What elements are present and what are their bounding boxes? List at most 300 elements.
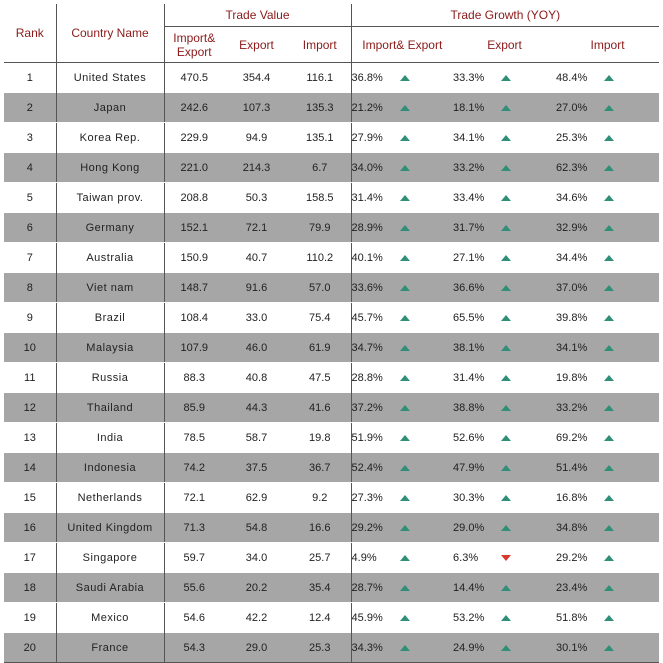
growth-import-cell: [556, 363, 659, 393]
growth-import-cell-value: 27.0%: [556, 101, 588, 114]
growth-export-cell-value: 18.1%: [453, 101, 485, 114]
growth-export-cell: [453, 453, 556, 483]
growth-export-cell-value: 65.5%: [453, 311, 485, 324]
country-name-cell: United States: [56, 63, 164, 93]
up-triangle-icon: [501, 525, 511, 531]
value-export-cell: 20.2: [224, 573, 289, 603]
growth-export-cell: [453, 603, 556, 633]
growth-import-export-cell: [351, 363, 453, 393]
growth-export-cell-value: 30.3%: [453, 491, 485, 504]
growth-export-cell: [453, 543, 556, 573]
value-import-export-cell: 71.3: [164, 513, 224, 543]
growth-import-export-cell: [351, 243, 453, 273]
value-import-header: Import: [289, 27, 351, 63]
rank-cell: 11: [24, 371, 36, 384]
growth-import-export-cell: [351, 633, 453, 663]
table-row: [4, 243, 659, 273]
up-triangle-icon: [400, 495, 410, 501]
up-triangle-icon: [400, 195, 410, 201]
growth-import-export-cell-value: 27.9%: [351, 131, 383, 144]
up-triangle-icon: [604, 465, 614, 471]
growth-import-export-cell-value: 33.6%: [351, 281, 383, 294]
table-row: [4, 273, 659, 303]
growth-import-cell-value: 62.3%: [556, 161, 588, 174]
table-row: [4, 543, 659, 573]
growth-import-export-cell-value: 34.7%: [351, 341, 383, 354]
growth-import-cell: [556, 63, 659, 93]
growth-import-cell: [556, 243, 659, 273]
rank-cell: 20: [4, 633, 56, 663]
growth-import-export-cell-value: 45.7%: [351, 311, 383, 324]
table-row: [4, 153, 659, 183]
up-triangle-icon: [400, 345, 410, 351]
up-triangle-icon: [604, 165, 614, 171]
growth-import-export-cell: [351, 483, 453, 513]
growth-export-cell-value: 52.6%: [453, 431, 485, 444]
growth-import-cell: [556, 183, 659, 213]
rank-cell: 1: [26, 71, 33, 84]
up-triangle-icon: [501, 135, 511, 141]
up-triangle-icon: [604, 555, 614, 561]
country-header: Country Name: [56, 4, 164, 63]
growth-import-export-cell: [351, 153, 453, 183]
table-row: [4, 123, 659, 153]
up-triangle-icon: [501, 585, 511, 591]
growth-import-cell-value: 37.0%: [556, 281, 588, 294]
growth-import-export-cell-value: 28.9%: [351, 221, 383, 234]
value-export-cell: 42.2: [245, 611, 268, 624]
country-name-cell: Japan: [56, 93, 164, 123]
growth-export-cell: [453, 363, 556, 393]
value-import-cell: 57.0: [289, 273, 351, 303]
growth-export-cell-value: 38.8%: [453, 401, 485, 414]
value-export-header: Export: [224, 27, 289, 63]
up-triangle-icon: [604, 525, 614, 531]
growth-import-cell: [556, 123, 659, 153]
growth-import-cell: [556, 333, 659, 363]
up-triangle-icon: [501, 75, 511, 81]
value-import-export-cell: 242.6: [164, 93, 224, 123]
growth-import-export-cell: [351, 543, 453, 573]
table-row: [4, 63, 659, 93]
up-triangle-icon: [400, 105, 410, 111]
value-import-export-cell: 72.1: [164, 483, 224, 513]
country-name-cell: Hong Kong: [56, 153, 164, 183]
growth-import-cell: [556, 543, 659, 573]
rank-cell: 2: [4, 93, 56, 123]
up-triangle-icon: [501, 405, 511, 411]
up-triangle-icon: [501, 375, 511, 381]
rank-cell: 8: [4, 273, 56, 303]
value-export-cell: 29.0: [224, 633, 289, 663]
value-export-cell: 54.8: [224, 513, 289, 543]
growth-export-cell-value: 53.2%: [453, 611, 485, 624]
growth-import-cell: [556, 393, 659, 423]
up-triangle-icon: [400, 435, 410, 441]
value-import-export-cell: 85.9: [164, 393, 224, 423]
growth-export-cell: [453, 243, 556, 273]
growth-import-cell: [556, 573, 659, 603]
rank-cell: 16: [4, 513, 56, 543]
growth-import-cell-value: 29.2%: [556, 551, 588, 564]
growth-import-export-cell-value: 28.8%: [351, 371, 383, 384]
growth-import-export-cell-value: 51.9%: [351, 431, 383, 444]
growth-export-cell-value: 31.7%: [453, 221, 485, 234]
value-import-export-cell: 221.0: [164, 153, 224, 183]
growth-import-cell-value: 33.2%: [556, 401, 588, 414]
rank-cell: 3: [26, 131, 33, 144]
growth-export-cell-value: 33.4%: [453, 191, 485, 204]
country-name-cell: India: [56, 423, 164, 453]
trade-table: [4, 4, 659, 663]
up-triangle-icon: [604, 645, 614, 651]
value-export-cell: 72.1: [224, 213, 289, 243]
up-triangle-icon: [501, 225, 511, 231]
rank-header: Rank: [4, 4, 56, 63]
growth-export-cell: [453, 303, 556, 333]
table-row: [4, 633, 659, 663]
up-triangle-icon: [501, 285, 511, 291]
value-import-cell: 135.3: [289, 93, 351, 123]
table-row: [4, 573, 659, 603]
growth-export-cell: [453, 153, 556, 183]
up-triangle-icon: [501, 465, 511, 471]
growth-import-cell: [556, 513, 659, 543]
table-row: [4, 93, 659, 123]
up-triangle-icon: [501, 615, 511, 621]
growth-import-export-cell-value: 37.2%: [351, 401, 383, 414]
growth-export-cell-value: 24.9%: [453, 641, 485, 654]
growth-import-cell: [556, 603, 659, 633]
value-import-cell: 116.1: [306, 71, 334, 84]
growth-import-cell-value: 19.8%: [556, 371, 588, 384]
value-import-cell: 61.9: [289, 333, 351, 363]
growth-import-cell-value: 34.1%: [556, 341, 588, 354]
value-export-cell: 50.3: [245, 191, 268, 204]
growth-import-cell-value: 39.8%: [556, 311, 588, 324]
growth-export-cell: [453, 63, 556, 93]
rank-cell: 5: [26, 191, 33, 204]
growth-import-export-cell: [351, 93, 453, 123]
value-import-export-cell: 54.3: [164, 633, 224, 663]
up-triangle-icon: [604, 585, 614, 591]
table-body: [4, 63, 659, 663]
value-import-cell: 16.6: [289, 513, 351, 543]
growth-import-export-cell: [351, 63, 453, 93]
growth-import-cell-value: 25.3%: [556, 131, 588, 144]
up-triangle-icon: [400, 375, 410, 381]
growth-import-export-cell: [351, 213, 453, 243]
growth-import-export-cell: [351, 423, 453, 453]
table-row: [4, 393, 659, 423]
value-import-export-cell: 59.7: [164, 543, 224, 573]
country-name-cell: Korea Rep.: [56, 123, 164, 153]
value-export-cell: 34.0: [245, 551, 268, 564]
value-export-cell: 214.3: [224, 153, 289, 183]
value-import-export-cell: 229.9: [164, 123, 224, 153]
growth-import-cell-value: 51.8%: [556, 611, 588, 624]
growth-export-cell: [453, 183, 556, 213]
value-import-export-cell: 55.6: [164, 573, 224, 603]
growth-import-export-cell: [351, 453, 453, 483]
value-import-export-cell: 54.6: [164, 603, 224, 633]
value-import-export-cell: 78.5: [164, 423, 224, 453]
up-triangle-icon: [501, 195, 511, 201]
growth-import-cell: [556, 93, 659, 123]
growth-export-cell: [453, 513, 556, 543]
table-row: [4, 183, 659, 213]
table-row: [4, 483, 659, 513]
country-name-cell: Germany: [56, 213, 164, 243]
growth-import-cell: [556, 153, 659, 183]
value-export-cell: 107.3: [224, 93, 289, 123]
up-triangle-icon: [400, 255, 410, 261]
up-triangle-icon: [604, 375, 614, 381]
growth-import-export-cell: [351, 513, 453, 543]
value-import-cell: 79.9: [289, 213, 351, 243]
growth-import-cell: [556, 633, 659, 663]
value-import-cell: 158.5: [306, 191, 334, 204]
value-export-cell: 40.7: [245, 251, 268, 264]
trade-growth-header: Trade Growth (YOY): [351, 4, 659, 27]
growth-import-export-cell-value: 34.0%: [351, 161, 383, 174]
growth-export-cell-value: 47.9%: [453, 461, 485, 474]
growth-import-cell-value: 30.1%: [556, 641, 588, 654]
up-triangle-icon: [604, 135, 614, 141]
value-import-export-cell: 150.9: [164, 243, 224, 273]
up-triangle-icon: [400, 315, 410, 321]
value-import-cell: 6.7: [289, 153, 351, 183]
growth-import-cell-value: 23.4%: [556, 581, 588, 594]
value-import-cell: 47.5: [309, 371, 331, 384]
up-triangle-icon: [501, 645, 511, 651]
value-import-cell: 110.2: [306, 251, 334, 264]
growth-export-header: Export: [453, 27, 556, 63]
rank-cell: 4: [4, 153, 56, 183]
value-export-cell: 33.0: [245, 311, 268, 324]
growth-export-cell-value: 33.3%: [453, 71, 485, 84]
table-row: [4, 603, 659, 633]
up-triangle-icon: [400, 525, 410, 531]
up-triangle-icon: [604, 495, 614, 501]
growth-export-cell-value: 29.0%: [453, 521, 485, 534]
growth-import-cell: [556, 213, 659, 243]
up-triangle-icon: [604, 195, 614, 201]
up-triangle-icon: [400, 165, 410, 171]
value-export-cell: 58.7: [245, 431, 268, 444]
growth-import-export-cell-value: 36.8%: [351, 71, 383, 84]
value-import-cell: 75.4: [309, 311, 331, 324]
growth-import-export-cell: [351, 273, 453, 303]
rank-cell: 18: [4, 573, 56, 603]
up-triangle-icon: [604, 435, 614, 441]
growth-import-cell-value: 16.8%: [556, 491, 588, 504]
country-name-cell: Netherlands: [56, 483, 164, 513]
value-import-cell: 135.1: [306, 131, 334, 144]
growth-export-cell-value: 27.1%: [453, 251, 485, 264]
growth-import-cell: [556, 273, 659, 303]
up-triangle-icon: [400, 225, 410, 231]
growth-import-export-cell-value: 31.4%: [351, 191, 383, 204]
value-export-cell: 40.8: [245, 371, 268, 384]
country-name-cell: France: [56, 633, 164, 663]
up-triangle-icon: [501, 255, 511, 261]
growth-export-cell-value: 34.1%: [453, 131, 485, 144]
growth-import-export-cell-value: 52.4%: [351, 461, 383, 474]
value-export-cell: 62.9: [245, 491, 268, 504]
growth-import-cell: [556, 483, 659, 513]
growth-import-cell: [556, 453, 659, 483]
table-row: [4, 303, 659, 333]
country-name-cell: Saudi Arabia: [56, 573, 164, 603]
up-triangle-icon: [400, 465, 410, 471]
growth-import-export-cell: [351, 123, 453, 153]
value-import-export-cell: 107.9: [164, 333, 224, 363]
up-triangle-icon: [400, 75, 410, 81]
value-import-export-cell: 108.4: [164, 303, 224, 333]
value-export-cell: 44.3: [224, 393, 289, 423]
growth-import-export-cell-value: 4.9%: [351, 551, 377, 564]
table-row: [4, 423, 659, 453]
value-import-export-header: Import& Export: [164, 27, 224, 63]
country-name-cell: Mexico: [56, 603, 164, 633]
value-import-export-cell: 148.7: [164, 273, 224, 303]
growth-import-export-cell-value: 21.2%: [351, 101, 383, 114]
up-triangle-icon: [400, 615, 410, 621]
growth-import-cell: [556, 423, 659, 453]
growth-export-cell: [453, 273, 556, 303]
table-row: [4, 333, 659, 363]
down-triangle-icon: [501, 555, 511, 561]
country-name-cell: Russia: [56, 363, 164, 393]
value-export-cell: 91.6: [224, 273, 289, 303]
up-triangle-icon: [400, 645, 410, 651]
country-name-cell: Taiwan prov.: [56, 183, 164, 213]
growth-import-header: Import: [556, 27, 659, 63]
value-import-cell: 41.6: [289, 393, 351, 423]
growth-import-cell-value: 48.4%: [556, 71, 588, 84]
rank-cell: 12: [4, 393, 56, 423]
up-triangle-icon: [604, 405, 614, 411]
growth-import-export-cell: [351, 183, 453, 213]
growth-import-cell-value: 34.4%: [556, 251, 588, 264]
growth-import-cell-value: 34.8%: [556, 521, 588, 534]
up-triangle-icon: [501, 495, 511, 501]
up-triangle-icon: [604, 315, 614, 321]
value-import-cell: 25.3: [289, 633, 351, 663]
country-name-cell: Indonesia: [56, 453, 164, 483]
growth-export-cell: [453, 123, 556, 153]
table-row: [4, 453, 659, 483]
up-triangle-icon: [400, 285, 410, 291]
table-row: [4, 213, 659, 243]
value-import-cell: 19.8: [309, 431, 331, 444]
up-triangle-icon: [501, 345, 511, 351]
growth-import-cell-value: 32.9%: [556, 221, 588, 234]
growth-import-export-cell: [351, 573, 453, 603]
value-import-cell: 25.7: [309, 551, 331, 564]
up-triangle-icon: [501, 315, 511, 321]
growth-export-cell: [453, 633, 556, 663]
value-import-cell: 36.7: [289, 453, 351, 483]
rank-cell: 6: [4, 213, 56, 243]
up-triangle-icon: [604, 225, 614, 231]
up-triangle-icon: [501, 435, 511, 441]
growth-export-cell: [453, 423, 556, 453]
value-import-export-cell: 88.3: [164, 363, 224, 393]
country-name-cell: Viet nam: [56, 273, 164, 303]
rank-cell: 19: [23, 611, 36, 624]
country-name-cell: United Kingdom: [56, 513, 164, 543]
growth-export-cell-value: 36.6%: [453, 281, 485, 294]
growth-import-export-cell-value: 29.2%: [351, 521, 383, 534]
rank-cell: 10: [4, 333, 56, 363]
country-name-cell: Singapore: [56, 543, 164, 573]
growth-export-cell: [453, 483, 556, 513]
growth-import-cell-value: 34.6%: [556, 191, 588, 204]
value-import-export-cell: 208.8: [164, 183, 224, 213]
trade-value-header: Trade Value: [164, 4, 351, 27]
growth-import-export-cell: [351, 333, 453, 363]
growth-export-cell: [453, 393, 556, 423]
country-name-cell: Brazil: [56, 303, 164, 333]
growth-export-cell: [453, 93, 556, 123]
up-triangle-icon: [604, 75, 614, 81]
country-name-cell: Thailand: [56, 393, 164, 423]
up-triangle-icon: [501, 105, 511, 111]
growth-import-cell-value: 69.2%: [556, 431, 588, 444]
up-triangle-icon: [501, 165, 511, 171]
growth-import-export-cell: [351, 393, 453, 423]
growth-import-export-cell-value: 28.7%: [351, 581, 383, 594]
growth-export-cell-value: 33.2%: [453, 161, 485, 174]
growth-import-cell: [556, 303, 659, 333]
growth-import-export-cell-value: 45.9%: [351, 611, 383, 624]
value-export-cell: 94.9: [245, 131, 268, 144]
growth-export-cell: [453, 333, 556, 363]
up-triangle-icon: [604, 255, 614, 261]
growth-import-export-header: Import& Export: [351, 27, 453, 63]
up-triangle-icon: [604, 615, 614, 621]
growth-import-export-cell-value: 40.1%: [351, 251, 383, 264]
growth-export-cell-value: 38.1%: [453, 341, 485, 354]
value-import-cell: 12.4: [309, 611, 331, 624]
up-triangle-icon: [604, 105, 614, 111]
growth-export-cell: [453, 573, 556, 603]
value-import-export-cell: 74.2: [164, 453, 224, 483]
growth-export-cell-value: 14.4%: [453, 581, 485, 594]
table-row: [4, 513, 659, 543]
rank-cell: 13: [23, 431, 36, 444]
growth-import-export-cell-value: 27.3%: [351, 491, 383, 504]
rank-cell: 17: [23, 551, 36, 564]
rank-cell: 15: [23, 491, 36, 504]
growth-import-export-cell: [351, 303, 453, 333]
value-export-cell: 46.0: [224, 333, 289, 363]
value-import-cell: 9.2: [312, 491, 328, 504]
value-import-cell: 35.4: [289, 573, 351, 603]
up-triangle-icon: [604, 285, 614, 291]
growth-import-cell-value: 51.4%: [556, 461, 588, 474]
value-import-export-cell: 152.1: [164, 213, 224, 243]
rank-cell: 14: [4, 453, 56, 483]
country-name-cell: Malaysia: [56, 333, 164, 363]
growth-export-cell-value: 31.4%: [453, 371, 485, 384]
up-triangle-icon: [400, 405, 410, 411]
rank-cell: 9: [26, 311, 33, 324]
country-name-cell: Australia: [56, 243, 164, 273]
growth-export-cell: [453, 213, 556, 243]
